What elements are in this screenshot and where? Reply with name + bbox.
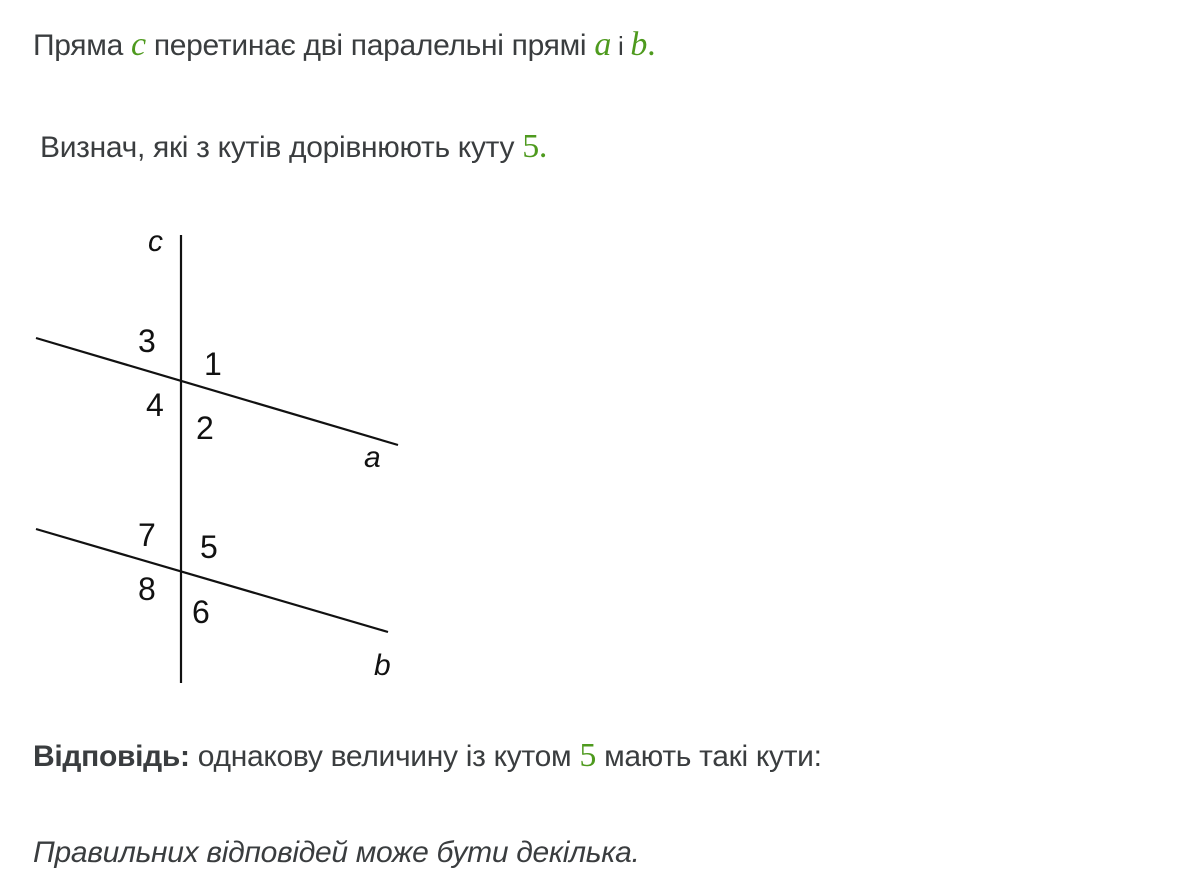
answer-text-end: мають такі кути: <box>596 740 822 773</box>
angle-label-4: 4 <box>146 387 164 423</box>
question-text-2: перетинає дві паралельні прямі <box>145 29 595 62</box>
question-line-2 <box>40 128 547 166</box>
period-2: . <box>538 128 548 165</box>
angle-label-6: 6 <box>192 594 210 630</box>
angle-label-7: 7 <box>138 517 156 553</box>
question-text-1: Пряма <box>33 29 131 62</box>
answer-angle-number: 5 <box>579 737 597 774</box>
angle-label-2: 2 <box>196 410 214 446</box>
angle-number: 5 <box>522 128 539 165</box>
conjunction: і <box>611 31 631 61</box>
parallel-lines-figure <box>0 215 440 695</box>
angle-label-1: 1 <box>204 346 222 382</box>
variable-a: a <box>594 26 612 63</box>
variable-c: c <box>131 26 146 63</box>
label-b: b <box>374 649 391 682</box>
label-c: c <box>148 225 163 258</box>
angle-label-5: 5 <box>200 529 218 565</box>
period-1: . <box>647 26 656 63</box>
question-text-3: Визнач, які з кутів дорівнюють куту <box>40 131 523 164</box>
angle-label-8: 8 <box>138 571 156 607</box>
variable-b: b <box>630 26 648 63</box>
label-a: a <box>364 441 381 474</box>
question-line-1 <box>33 26 655 64</box>
angle-label-3: 3 <box>138 323 156 359</box>
hint-text: Правильних відповідей може бути декілька. <box>33 836 640 869</box>
answer-line <box>33 737 822 775</box>
answer-label: Відповідь: <box>33 740 190 773</box>
answer-text: однакову величину із кутом <box>189 740 580 773</box>
